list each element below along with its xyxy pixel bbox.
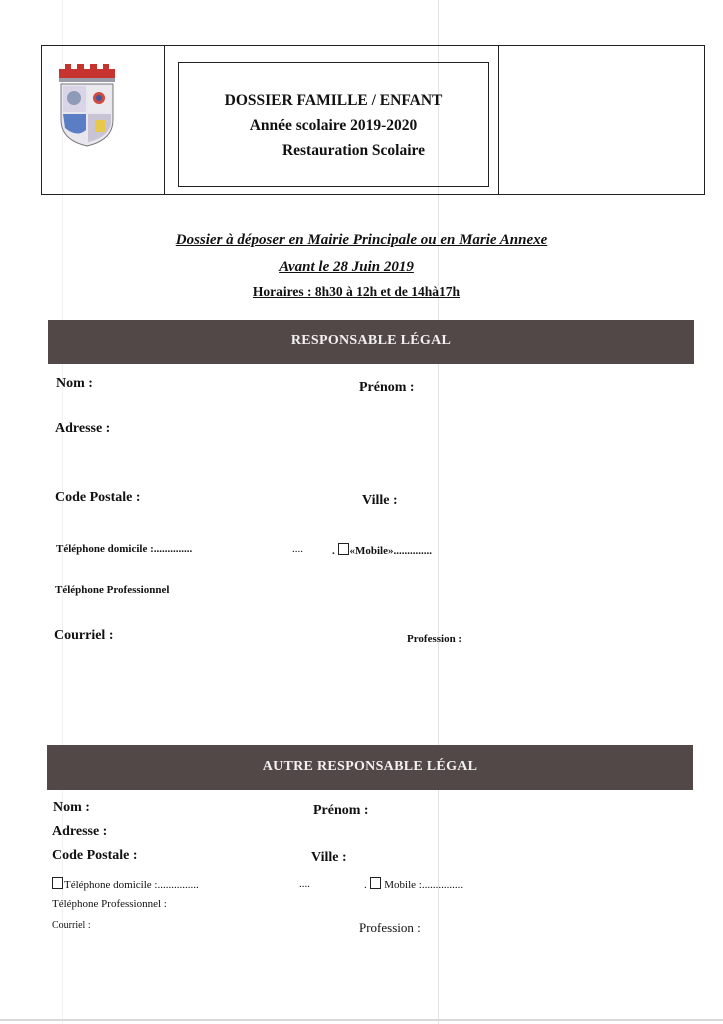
tel-domicile-field-2 — [52, 877, 199, 891]
adresse-label: Adresse : — [55, 421, 111, 436]
service-name: Restauration Scolaire — [281, 142, 426, 159]
mobile-checkbox[interactable] — [338, 543, 349, 555]
deadline: Avant le 28 Juin 2019 — [279, 259, 414, 275]
section-header-autre-responsable: AUTRE RESPONSABLE LÉGAL — [47, 745, 693, 790]
mobile-label: «Mobile».............. — [349, 545, 432, 557]
separator-dots-2: .... — [299, 878, 310, 890]
nom-label-2: Nom : — [53, 800, 90, 815]
deposit-instruction: Dossier à déposer en Mairie Principale ou en Marie Annexe — [175, 232, 548, 248]
title-box — [178, 62, 489, 187]
tel-pro-label: Téléphone Professionnel — [55, 584, 170, 596]
document-title: DOSSIER FAMILLE / ENFANT — [224, 92, 443, 109]
mobile-prefix-2: . — [364, 879, 367, 891]
mobile-label-2: Mobile :............... — [384, 879, 464, 891]
prenom-label: Prénom : — [359, 380, 415, 395]
coat-of-arms-icon — [57, 64, 117, 148]
mobile-checkbox-2[interactable] — [370, 877, 381, 889]
code-postale-label: Code Postale : — [55, 490, 141, 505]
mobile-field — [332, 543, 432, 557]
prenom-label-2: Prénom : — [313, 803, 369, 818]
adresse-label-2: Adresse : — [52, 824, 108, 839]
opening-hours: Horaires : 8h30 à 12h et de 14hà17h — [252, 284, 461, 299]
ville-label: Ville : — [362, 493, 398, 508]
tel-domicile-label-2: Téléphone domicile :............... — [64, 879, 199, 891]
courriel-label: Courriel : — [54, 628, 114, 643]
courriel-label-2: Courriel : — [52, 920, 91, 931]
separator-dots: .... — [292, 543, 303, 555]
ville-label-2: Ville : — [311, 850, 347, 865]
school-year: Année scolaire 2019-2020 — [249, 117, 418, 134]
tel-domicile-label: Téléphone domicile :.............. — [56, 543, 193, 555]
header-table — [41, 45, 705, 195]
mobile-field-2 — [364, 877, 463, 891]
logo-cell — [42, 46, 165, 194]
nom-label: Nom : — [56, 376, 93, 391]
empty-cell — [498, 46, 704, 194]
profession-label-2: Profession : — [359, 920, 421, 935]
tel-domicile-checkbox[interactable] — [52, 877, 63, 889]
tel-pro-label-2: Téléphone Professionnel : — [52, 898, 167, 910]
section-header-responsable: RESPONSABLE LÉGAL — [48, 320, 694, 364]
mobile-prefix: . — [332, 545, 335, 557]
code-postale-label-2: Code Postale : — [52, 848, 138, 863]
profession-label: Profession : — [407, 633, 463, 645]
